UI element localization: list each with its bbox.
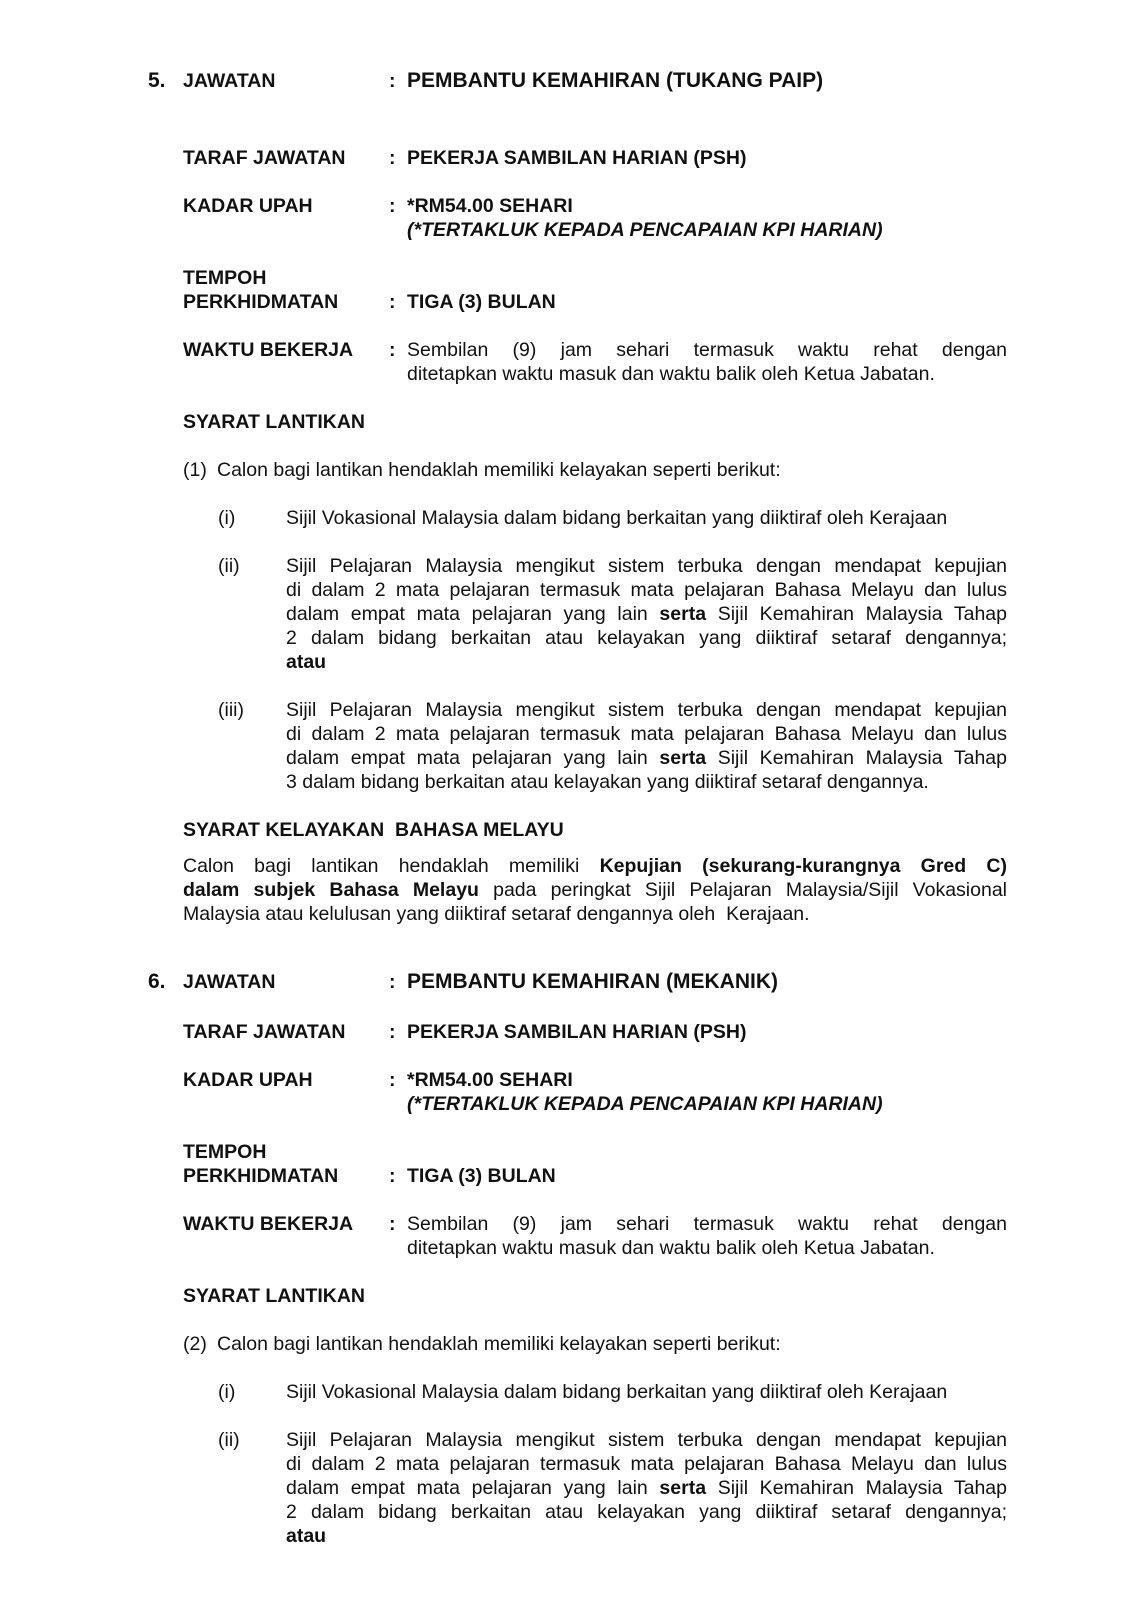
s5-item-iii-serta: serta <box>659 747 707 769</box>
s5-item-i-number: (i) <box>218 507 236 529</box>
s5-bm-line-2 <box>183 879 1007 902</box>
s5-bm-line-2b: pada peringkat Sijil Pelajaran Malaysia/Sijil Vokasional <box>493 879 1008 901</box>
colon: : <box>389 339 396 361</box>
s5-taraf-value: PEKERJA SAMBILAN HARIAN (PSH) <box>407 147 747 169</box>
s6-item-ii-line-2: di dalam 2 mata pelajaran termasuk mata pelajaran Bahasa Melayu dan lulus <box>286 1453 1007 1475</box>
s5-item-i-text: Sijil Vokasional Malaysia dalam bidang berkaitan yang diiktiraf oleh Kerajaan <box>286 507 948 529</box>
s5-bm-line-1 <box>183 855 1007 878</box>
s6-tempoh-label-1: TEMPOH <box>183 1141 267 1163</box>
s6-waktu-label: WAKTU BEKERJA <box>183 1213 354 1235</box>
s6-jawatan-value: PEMBANTU KEMAHIRAN (MEKANIK) <box>407 970 778 993</box>
s6-item-ii-line-3a: dalam empat mata pelajaran yang lain <box>286 1477 648 1499</box>
s6-item-ii-atau: atau <box>286 1525 327 1547</box>
s5-item-ii-line-4: 2 dalam bidang berkaitan atau kelayakan yang diiktiraf setaraf dengannya; <box>286 627 1007 649</box>
s6-taraf-value: PEKERJA SAMBILAN HARIAN (PSH) <box>407 1021 747 1043</box>
s5-item-iii-line-3 <box>286 747 1007 770</box>
s5-item-ii-line-3 <box>286 603 1007 626</box>
s5-waktu-line-2: ditetapkan waktu masuk dan waktu balik oleh Ketua Jabatan. <box>407 363 935 385</box>
colon: : <box>389 1021 396 1043</box>
s5-number: 5. <box>148 69 166 92</box>
s6-kadar-note: (*TERTAKLUK KEPADA PENCAPAIAN KPI HARIAN) <box>407 1093 883 1115</box>
s5-kadar-label: KADAR UPAH <box>183 195 313 217</box>
s5-item-iii-line-1: Sijil Pelajaran Malaysia mengikut sistem terbuka dengan mendapat kepujian <box>286 699 1007 721</box>
s5-bm-line-3: Malaysia atau kelulusan yang diiktiraf setaraf dengannya oleh Kerajaan. <box>183 903 810 925</box>
s5-tempoh-label-1: TEMPOH <box>183 267 267 289</box>
s5-kadar-note: (*TERTAKLUK KEPADA PENCAPAIAN KPI HARIAN) <box>407 219 883 241</box>
s5-item-iii-line-4: 3 dalam bidang berkaitan atau kelayakan yang diiktiraf setaraf dengannya. <box>286 771 929 793</box>
s5-bm-subjek: dalam subjek Bahasa Melayu <box>183 879 479 901</box>
s5-item-iii-number: (iii) <box>218 699 244 721</box>
s5-waktu-label: WAKTU BEKERJA <box>183 339 354 361</box>
s6-number: 6. <box>148 970 166 993</box>
colon: : <box>389 971 396 993</box>
s5-item-ii-number: (ii) <box>218 555 240 577</box>
s5-item-iii-line-3a: dalam empat mata pelajaran yang lain <box>286 747 648 769</box>
s6-syarat-heading: SYARAT LANTIKAN <box>183 1285 366 1307</box>
s6-item-ii-serta: serta <box>659 1477 707 1499</box>
s5-kadar-value: *RM54.00 SEHARI <box>407 195 573 217</box>
colon: : <box>389 147 396 169</box>
s5-item-ii-atau: atau <box>286 651 327 673</box>
s6-kadar-value: *RM54.00 SEHARI <box>407 1069 573 1091</box>
s5-jawatan-value: PEMBANTU KEMAHIRAN (TUKANG PAIP) <box>407 69 824 92</box>
s5-bm-heading: SYARAT KELAYAKAN BAHASA MELAYU <box>183 819 564 841</box>
s5-waktu-line-1: Sembilan (9) jam sehari termasuk waktu rehat dengan <box>407 339 1007 361</box>
s5-item-ii-line-3c: Sijil Kemahiran Malaysia Tahap <box>717 603 1007 625</box>
s6-tempoh-label-2: PERKHIDMATAN <box>183 1165 339 1187</box>
s5-item-ii-line-1: Sijil Pelajaran Malaysia mengikut sistem terbuka dengan mendapat kepujian <box>286 555 1007 577</box>
s6-item-i-number: (i) <box>218 1381 236 1403</box>
colon: : <box>389 195 396 217</box>
s6-intro-text: Calon bagi lantikan hendaklah memiliki kelayakan seperti berikut: <box>217 1333 781 1355</box>
colon: : <box>389 1165 396 1187</box>
s6-tempoh-value: TIGA (3) BULAN <box>407 1165 556 1187</box>
s5-jawatan-label: JAWATAN <box>183 70 276 92</box>
s6-item-ii-line-3 <box>286 1477 1007 1500</box>
colon: : <box>389 1213 396 1235</box>
s6-item-i-text: Sijil Vokasional Malaysia dalam bidang berkaitan yang diiktiraf oleh Kerajaan <box>286 1381 948 1403</box>
s6-taraf-label: TARAF JAWATAN <box>183 1021 346 1043</box>
s6-intro-number: (2) <box>183 1333 207 1355</box>
s5-item-ii-line-2: di dalam 2 mata pelajaran termasuk mata pelajaran Bahasa Melayu dan lulus <box>286 579 1007 601</box>
s6-waktu-line-1: Sembilan (9) jam sehari termasuk waktu rehat dengan <box>407 1213 1007 1235</box>
s5-item-ii-serta: serta <box>659 603 707 625</box>
colon: : <box>389 1069 396 1091</box>
s6-jawatan-label: JAWATAN <box>183 971 276 993</box>
s6-kadar-label: KADAR UPAH <box>183 1069 313 1091</box>
s5-tempoh-label-2: PERKHIDMATAN <box>183 291 339 313</box>
colon: : <box>389 70 396 92</box>
s5-taraf-label: TARAF JAWATAN <box>183 147 346 169</box>
s5-syarat-heading: SYARAT LANTIKAN <box>183 411 366 433</box>
s5-bm-kepujian: Kepujian (sekurang-kurangnya Gred C) <box>599 855 1007 877</box>
s5-item-iii-line-3c: Sijil Kemahiran Malaysia Tahap <box>717 747 1007 769</box>
s5-tempoh-value: TIGA (3) BULAN <box>407 291 556 313</box>
s5-intro-number: (1) <box>183 459 207 481</box>
s6-item-ii-line-1: Sijil Pelajaran Malaysia mengikut sistem terbuka dengan mendapat kepujian <box>286 1429 1007 1451</box>
s6-item-ii-number: (ii) <box>218 1429 240 1451</box>
colon: : <box>389 291 396 313</box>
s6-item-ii-line-4: 2 dalam bidang berkaitan atau kelayakan yang diiktiraf setaraf dengannya; <box>286 1501 1007 1523</box>
s5-intro-text: Calon bagi lantikan hendaklah memiliki kelayakan seperti berikut: <box>217 459 781 481</box>
s5-item-iii-line-2: di dalam 2 mata pelajaran termasuk mata pelajaran Bahasa Melayu dan lulus <box>286 723 1007 745</box>
s5-item-ii-line-3a: dalam empat mata pelajaran yang lain <box>286 603 648 625</box>
s6-waktu-line-2: ditetapkan waktu masuk dan waktu balik oleh Ketua Jabatan. <box>407 1237 935 1259</box>
s6-item-ii-line-3c: Sijil Kemahiran Malaysia Tahap <box>717 1477 1007 1499</box>
s5-bm-line-1a: Calon bagi lantikan hendaklah memiliki <box>183 855 580 877</box>
